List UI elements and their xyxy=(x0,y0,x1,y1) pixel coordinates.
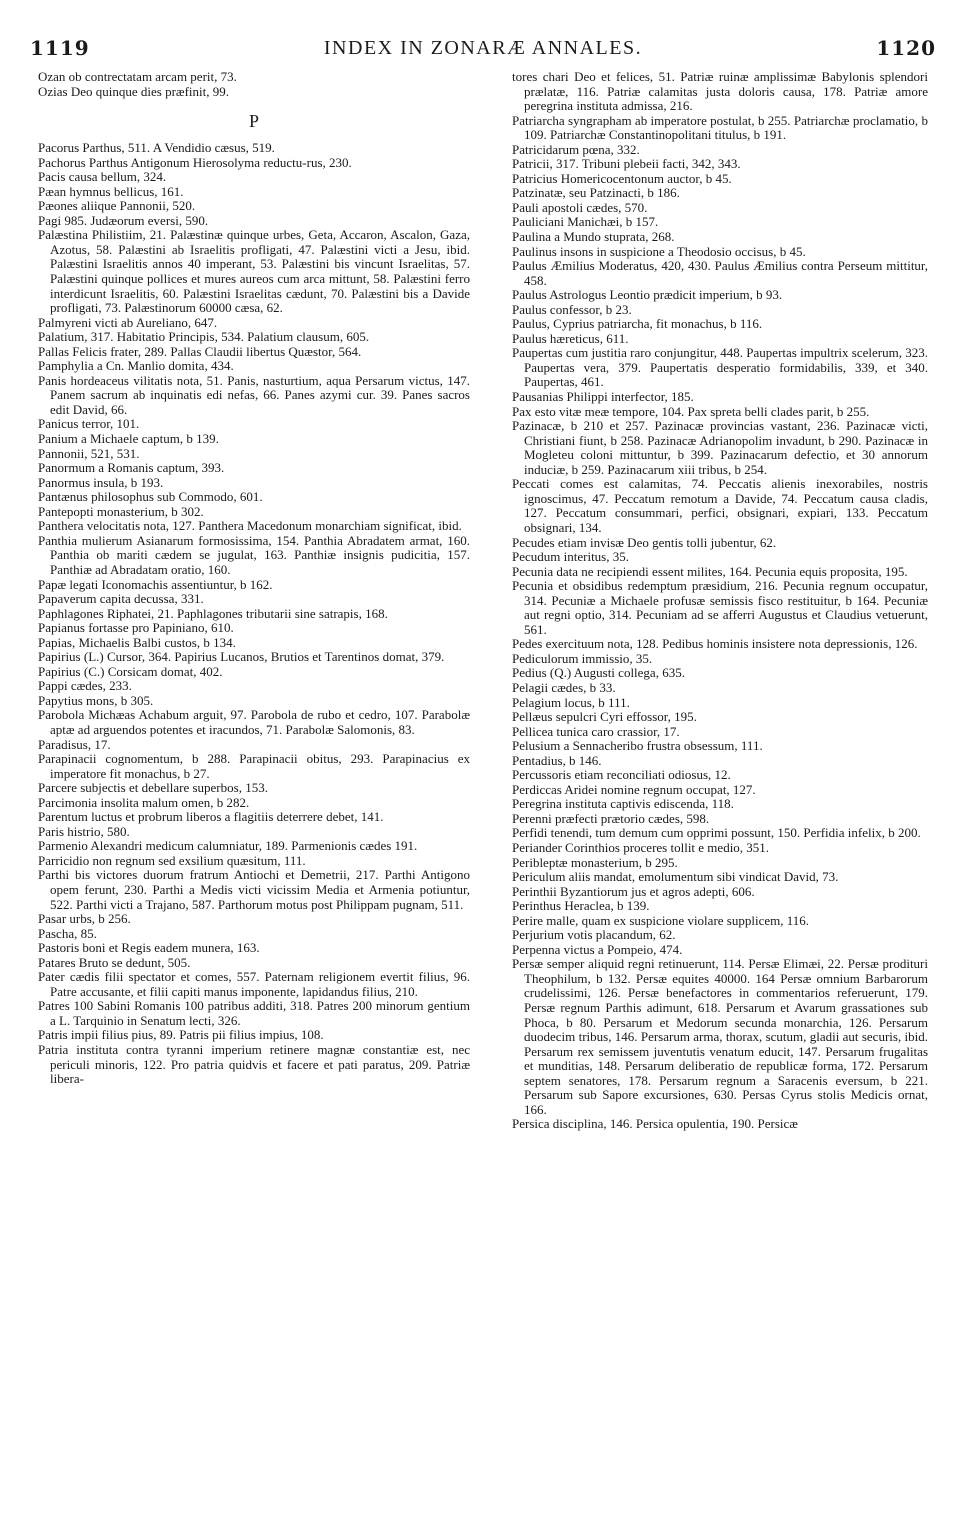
index-entry: Papirius (C.) Corsicam domat, 402. xyxy=(38,663,223,679)
index-entry: Paulus, Cyprius patriarcha, fit monachus, b 116. xyxy=(512,316,763,332)
index-entry: Pantænus philosophus sub Commodo, 601. xyxy=(38,489,263,505)
index-entry: Parobola Michæas Achabum arguit, 97. Parobola de rubo et cedro, 107. Parabolæ aptæ ad arguendos potentes et iracundos, 71. Parabolæ Salomonis, 83. xyxy=(38,707,470,737)
index-entry: Pæones aliique Pannonii, 520. xyxy=(38,198,196,214)
index-entry: Panicus terror, 101. xyxy=(38,416,140,432)
index-entry: Periculum aliis mandat, emolumentum sibi vindicat David, 73. xyxy=(512,869,839,885)
index-entry: Periander Corinthios proceres tollit e medio, 351. xyxy=(512,839,770,855)
index-entry: Perenni præfecti prætorio cædes, 598. xyxy=(512,810,710,826)
index-entry: Perinthii Byzantiorum jus et agros adepti, 606. xyxy=(512,883,755,899)
index-entry: Pacorus Parthus, 511. A Vendidio cæsus, 519. xyxy=(38,140,275,156)
index-entry: Pastoris boni et Regis eadem munera, 163. xyxy=(38,940,260,956)
index-entry: Pedius (Q.) Augusti collega, 635. xyxy=(512,665,685,681)
index-entry: Pediculorum immissio, 35. xyxy=(512,650,653,666)
index-entry: Pax esto vitæ meæ tempore, 104. Pax spreta belli clades parit, b 255. xyxy=(512,403,870,419)
index-entry: Peccati comes est calamitas, 74. Peccatis alienis inexorabiles, nostris ignoscimus, 47. Peccatum remotum a Davide, 74. Peccatum causa cladis, 127. Peccatum consummari, perfici, obsignari, expiari, 133. Peccatum obsignari, 134. xyxy=(512,476,928,535)
index-entry: Patriarcha syngrapham ab imperatore postulat, b 255. Patriarchæ proclamatio, b 109. Patriarchæ Constantinopolitani titulus, b 191. xyxy=(512,112,928,143)
index-entry: Palmyreni victi ab Aureliano, 647. xyxy=(38,314,218,330)
index-entry: Pecudes etiam invisæ Deo gentis tolli jubentur, 62. xyxy=(512,534,777,550)
index-entry: Pazinacæ, b 210 et 257. Pazinacæ provincias vastant, 236. Pazinacæ victi, Christiani fiunt, b 258. Pazinacæ Adrianopolim invadunt, b 290. Pazinacæ in Mogleteu coloni mittuntur, b 399. Pazinacarum defectio, et 30 annorum induciæ, b 259. Pazinacarum xiii tribus, b 254. xyxy=(512,418,928,477)
index-entry: Paris histrio, 580. xyxy=(38,823,130,839)
index-entry: Paulinus insons in suspicione a Theodosio occisus, b 45. xyxy=(512,243,806,259)
index-entry: Paulus confessor, b 23. xyxy=(512,301,632,317)
index-entry: Paulus hæreticus, 611. xyxy=(512,330,629,346)
index-entry: Patzinatæ, seu Patzinacti, b 186. xyxy=(512,185,680,201)
index-entry: Pelusium a Sennacheribo frustra obsessum, 111. xyxy=(512,738,763,754)
index-entry: tores chari Deo et felices, 51. Patriæ ruinæ amplissimæ Babylonis splendori prælatæ, 116. Patriæ calamitas justa doloris causa, 178. Patriæ amore peregrina instituta admissa, 216. xyxy=(512,69,928,114)
index-entry: Perjurium votis placandum, 62. xyxy=(512,927,676,943)
index-entry: Pappi cædes, 233. xyxy=(38,678,132,694)
index-entry: Pentadius, b 146. xyxy=(512,752,602,768)
index-entry: Pasar urbs, b 256. xyxy=(38,911,131,927)
index-entry: Perfidi tenendi, tum demum cum opprimi possunt, 150. Perfidia infelix, b 200. xyxy=(512,825,921,841)
index-entry: Patria instituta contra tyranni imperium retinere magnæ constantiæ est, nec periculi minoris, 122. Pro patria quidvis et facere et pati paratus, 209. Patriæ libera- xyxy=(38,1042,470,1087)
index-entry: Panormus insula, b 193. xyxy=(38,474,164,490)
index-entry: Patres 100 Sabini Romanis 100 patribus additi, 318. Patres 200 minorum gentium a L. Tarquinio in Senatum lecti, 326. xyxy=(38,998,470,1028)
index-entry: Pecunia data ne recipiendi essent milites, 164. Pecunia equis proposita, 195. xyxy=(512,563,908,579)
index-entry: Pallas Felicis frater, 289. Pallas Claudii libertus Quæstor, 564. xyxy=(38,343,362,359)
index-entry: Palatium, 317. Habitatio Principis, 534. Palatium clausum, 605. xyxy=(38,329,370,345)
index-entry: Panium a Michaele captum, b 139. xyxy=(38,431,219,447)
index-entry: Patricius Homericocentonum auctor, b 45. xyxy=(512,170,732,186)
index-column-right xyxy=(512,70,928,1132)
index-entry: Pater cædis filii spectator et comes, 557. Paternam religionem evertit filius, 96. Patre accusante, et filii capiti manus imponente, lapidandus filius, 210. xyxy=(38,969,470,999)
index-entry: Patricii, 317. Tribuni plebeii facti, 342, 343. xyxy=(512,156,741,172)
index-entry: Persica disciplina, 146. Persica opulentia, 190. Persicæ xyxy=(512,1116,798,1132)
index-entry: Paulus Astrologus Leontio prædicit imperium, b 93. xyxy=(512,287,783,303)
index-entry: Parcere subjectis et debellare superbos, 153. xyxy=(38,780,268,796)
index-entry: Ozan ob contrectatam arcam perit, 73. xyxy=(38,69,237,84)
index-entry: Paulus Æmilius Moderatus, 420, 430. Paulus Æmilius contra Perseum mittitur, 458. xyxy=(512,258,928,288)
index-entry: Perinthus Heraclea, b 139. xyxy=(512,898,650,914)
index-entry: Papias, Michaelis Balbi custos, b 134. xyxy=(38,634,236,650)
index-entry: Pecudum interitus, 35. xyxy=(512,549,629,565)
index-entry: Papianus fortasse pro Papiniano, 610. xyxy=(38,620,234,636)
index-entry: Pellæus sepulcri Cyri effossor, 195. xyxy=(512,709,697,725)
index-entry: Parcimonia insolita malum omen, b 282. xyxy=(38,794,250,810)
index-entry: Papytius mons, b 305. xyxy=(38,692,154,708)
running-title: INDEX IN ZONARÆ ANNALES. xyxy=(323,37,643,59)
index-entry: Pachorus Parthus Antigonum Hierosolyma reductu-rus, 230. xyxy=(38,154,352,170)
index-entry: Papaverum capita decussa, 331. xyxy=(38,591,204,607)
index-entry: Paradisus, 17. xyxy=(38,736,111,752)
index-entry: Pelagii cædes, b 33. xyxy=(512,679,616,695)
index-entry: Pausanias Philippi interfector, 185. xyxy=(512,389,694,405)
index-entry: Pauli apostoli cædes, 570. xyxy=(512,199,648,215)
index-entry: Pagi 985. Judæorum eversi, 590. xyxy=(38,212,209,228)
index-entry: Panormum a Romanis captum, 393. xyxy=(38,460,225,476)
index-entry: Parentum luctus et probrum liberos a flagitiis deterrere debet, 141. xyxy=(38,809,384,825)
index-entry: Percussoris etiam reconciliati odiosus, 12. xyxy=(512,767,731,783)
index-entry: Pannonii, 521, 531. xyxy=(38,445,140,461)
index-entry: Panthia mulierum Asianarum formosissima, 154. Panthia Abradatem armat, 160. Panthia ob mariti cædem se jugulat, 163. Panthiæ insignis pudicitia, 157. Panthiæ ad Abradatam oratio, 160. xyxy=(38,532,470,577)
page-number-left: 1119 xyxy=(30,36,90,60)
section-letter: P xyxy=(248,111,259,132)
index-entry: Perdiccas Aridei nomine regnum occupat, 127. xyxy=(512,781,756,797)
index-entry: Pecunia et obsidibus redemptum præsidium, 216. Pecunia regnum occupatur, 314. Pecuniæ a Michaele profusæ semissis fisco restituitur, b 164. Pecuniæ aut regni optio, 314. Pecuniam ad se afferri Augustus et Claudius vetuerunt, 561. xyxy=(512,578,928,637)
index-entry: Patricidarum pœna, 332. xyxy=(512,141,640,157)
index-entry: Paupertas cum justitia raro conjungitur, 448. Paupertas impultrix scelerum, 323. Paupertas vera, 379. Paupertatis desperatio formidabilis, 339, et 340. Paupertas, 461. xyxy=(512,345,928,390)
index-entry: Panis hordeaceus vilitatis nota, 51. Panis, nasturtium, aqua Persarum victus, 147. Panem sacrum ab inquinatis edi nefas, 66. Panes azymi cur. 39. Panes sacros edit David, 66. xyxy=(38,372,470,417)
index-entry: Patares Bruto se dedunt, 505. xyxy=(38,954,191,970)
index-entry: Pantepopti monasterium, b 302. xyxy=(38,503,204,519)
index-entry: Patris impii filius pius, 89. Patris pii filius impius, 108. xyxy=(38,1027,324,1043)
index-entry: Perire malle, quam ex suspicione violare supplicem, 116. xyxy=(512,912,809,928)
index-entry: Persæ semper aliquid regni retinuerunt, 114. Persæ Elimæi, 22. Persæ prodituri Theophilum, b 132. Persæ equites 40000. 164 Persæ omnium Barbarorum crudelissimi, 126. Persæ benefactores in commentarios referuerunt, 179. Persæ regnum Parthis adimunt, 618. Persarum et Avarum grassationes sub Phoca, b 80. Persarum et Medorum secunda monarchia, 126. Persarum duodecim tribus, 146. Persarum arma, thorax, scutum, gladii aut securis, ibid. Persarum rex semissem juventutis venatum educit, 147. Persarum frugalitas et munditias, 148. Persarum deliberatio de republicæ forma, 172. Persarum septem senatores, 178. Persarum regnum a Saracenis eversum, b 221. Persarum sub Sapore excursiones, 630. Persas Cyrus stolis Medicis ornat, 166. xyxy=(512,956,928,1117)
index-entry: Pacis causa bellum, 324. xyxy=(38,169,167,185)
index-entry: Perpenna victus a Pompeio, 474. xyxy=(512,941,683,957)
index-entry: Papirius (L.) Cursor, 364. Papirius Lucanos, Brutios et Tarentinos domat, 379. xyxy=(38,649,445,665)
index-entry: Paphlagones Riphatei, 21. Paphlagones tributarii sine satrapis, 168. xyxy=(38,605,388,621)
index-entry: Pelagium locus, b 111. xyxy=(512,694,630,710)
index-entry: Parricidio non regnum sed exsilium quæsitum, 111. xyxy=(38,852,306,868)
index-entry: Panthera velocitatis nota, 127. Panthera Macedonum monarchiam significat, ibid. xyxy=(38,518,462,534)
index-entry: Parthi bis victores duorum fratrum Antiochi et Demetrii, 217. Parthi Antigono opem ferunt, 230. Parthi a Medis victi vicissim Media et Armenia potiuntur, 522. Parthi victi a Trajano, 587. Parthorum motus post Philippam pugnam, 511. xyxy=(38,867,470,912)
page-header xyxy=(30,36,936,66)
index-entry: Parmenio Alexandri medicum calumniatur, 189. Parmenionis cædes 191. xyxy=(38,838,418,854)
index-entry: Peribleptæ monasterium, b 295. xyxy=(512,854,678,870)
index-column-left xyxy=(38,70,470,1087)
index-entry: Pedes exercituum nota, 128. Pedibus hominis insistere nota depressionis, 126. xyxy=(512,636,918,652)
index-entry: Pæan hymnus bellicus, 161. xyxy=(38,183,184,199)
index-entry: Ozias Deo quinque dies præfinit, 99. xyxy=(38,83,229,99)
index-entry: Papæ legati Iconomachis assentiuntur, b 162. xyxy=(38,576,273,592)
index-entry: Pauliciani Manichæi, b 157. xyxy=(512,214,659,230)
index-entry: Peregrina instituta captivis ediscenda, 118. xyxy=(512,796,734,812)
index-entry: Pellicea tunica caro crassior, 17. xyxy=(512,723,680,739)
index-entry: Palæstina Philistiim, 21. Palæstinæ quinque urbes, Geta, Accaron, Ascalon, Gaza, Azotus, 58. Palæstini ab Israelitis profligati, 47. Palæstini victi a Jesu, ibid. Palæstini Israelitis annos 40 imperant, 53. Palæstini bis vincunt Israelitas, 57. Palæstini quinque pollices et mures aureos cum arca mittunt, 58. Palæstini ferro interdicunt Israelitis, 60. Palæstini Israelitas cædunt, 70. Palæstini bis a Davide profligati, 73. Palæstinorum 60000 cæsa, 62. xyxy=(38,227,470,316)
index-entry: Paulina a Mundo stuprata, 268. xyxy=(512,229,675,245)
page-number-right: 1120 xyxy=(876,36,936,60)
index-entry: Pamphylia a Cn. Manlio domita, 434. xyxy=(38,358,234,374)
index-entry: Pascha, 85. xyxy=(38,925,97,941)
index-entry: Parapinacii cognomentum, b 288. Parapinacii obitus, 293. Parapinacius ex imperatore fit monachus, b 27. xyxy=(38,751,470,781)
